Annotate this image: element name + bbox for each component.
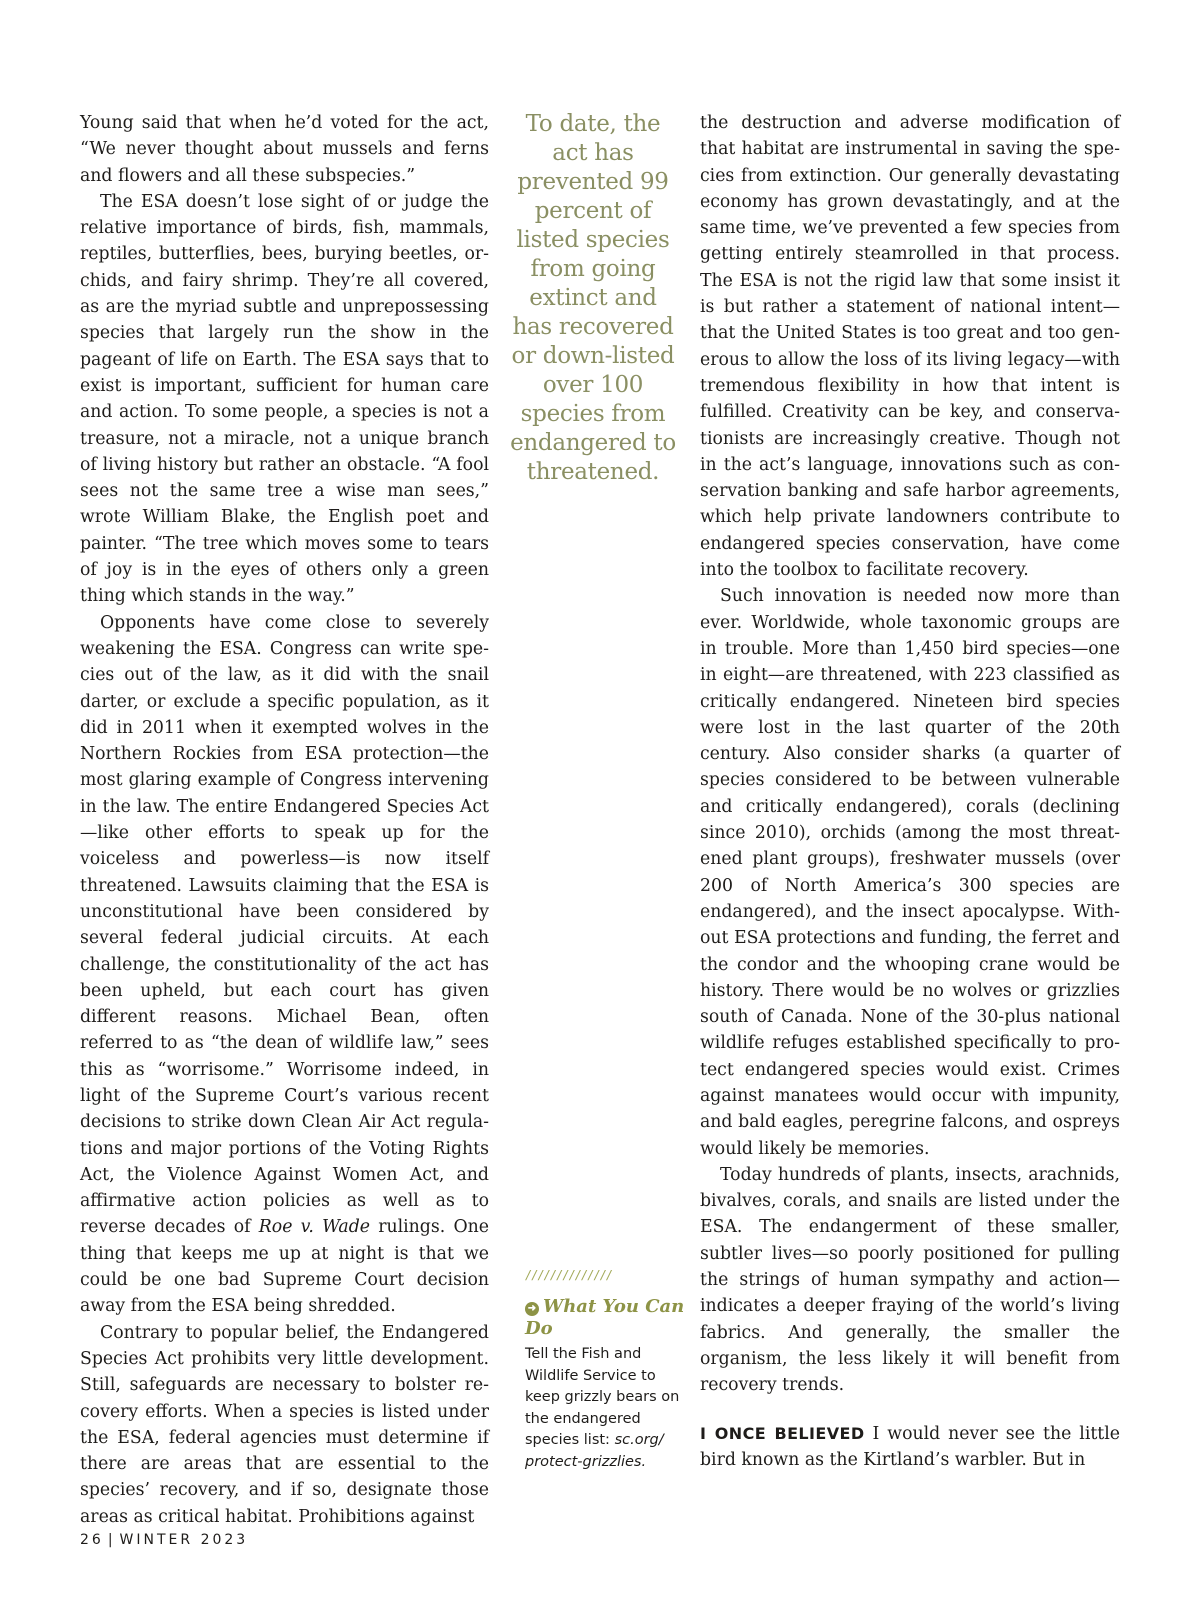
- hatch-divider: //////////////: [525, 1268, 613, 1282]
- body-text: rulings. One thing that keeps me up at night is that we could be one bad Supreme Court decision away from the ESA being shredded.: [80, 1217, 489, 1317]
- body-paragraph: the destruction and adverse modification of that habitat are instrumental in saving the species from extinction. Our generally devastating economy has grown devastatingly, and at the same time, we’ve prevented a few species from getting entirely steamrolled in that process. The ESA is not the rigid law that some insist it is but rather a statement of national intent—that the United States is too great and too generous to allow the loss of its living legacy—with tremendous flexibility in how that intent is fulfilled. Creativity can be key, and conservationists are increasingly creative. Though not in the act’s language, innovations such as conservation banking and safe harbor agreements, which help private landowners contribute to endangered species conservation, have come into the toolbox to facilitate recovery.: [700, 113, 1120, 581]
- sidebar-link[interactable]: sc.org/ protect-grizzlies.: [525, 1432, 664, 1470]
- body-text: Opponents have come close to severely weakening the ESA. Congress can write species out of the law, as it did with the snail darter, or exclude a specific population, as it did in 2011 when it exempted wolves in the Northern Rockies from ESA protection—the most glaring example of Congress intervening in the law. The entire Endangered Species Act—like other efforts to speak up for the voiceless and powerless—is now itself threatened. Lawsuits claiming that the ESA is unconstitutional have been considered by several federal judicial circuits. At each challenge, the constitutionality of the act has been upheld, but each court has given different reasons. Michael Bean, often referred to as “the dean of wildlife law,” sees this as “worrisome.” Worrisome indeed, in light of the Supreme Court’s various recent decisions to strike down Clean Air Act regulations and major portions of the Voting Rights Act, the Violence Against Women Act, and affirmative action policies as well as to reverse decades of: [80, 612, 489, 1238]
- body-paragraph: Contrary to popular belief, the Endangered Species Act prohibits very little development. Still, safeguards are necessary to bolster recovery efforts. When a species is listed under the ESA, federal agencies must determine if there are areas that are essential to the species’ recovery, and if so, designate those areas as critical habitat. Prohibitions against: [80, 1322, 489, 1527]
- body-text: I would never see the little bird known as the Kirtland’s warbler. But in: [700, 1423, 1120, 1470]
- sidebar-heading-text: What You Can Do: [525, 1296, 685, 1339]
- sidebar-text: Tell the Fish and Wildlife Service to keep grizzly bears on the endangered species list:: [525, 1346, 680, 1448]
- body-paragraph: [700, 1421, 1120, 1474]
- left-column: [80, 110, 489, 1530]
- body-paragraph: The ESA doesn’t lose sight of or judge the relative importance of birds, fish, mammals, reptiles, butterflies, bees, burying beetles, orchids, and fairy shrimp. They’re all covered, as are the myriad subtle and unprepossessing species that largely run the show in the pageant of life on Earth. The ESA says that to exist is important, sufficient for human care and action. To some people, a species is not a treasure, not a miracle, not a unique branch of living history but rather an obstacle. “A fool sees not the same tree a wise man sees,” wrote William Blake, the English poet and painter. “The tree which moves some to tears of joy is in the eyes of others only a green thing which stands in the way.”: [80, 191, 489, 607]
- run-in-heading: I ONCE BELIEVED: [700, 1423, 865, 1443]
- case-name: Roe v. Wade: [258, 1217, 370, 1238]
- body-paragraph: Young said that when he’d voted for the act, “We never thought about mussels and ferns and flowers and all these subspecies.”: [80, 113, 489, 186]
- sidebar-heading: [525, 1296, 685, 1340]
- folio-separator: |: [107, 1532, 116, 1548]
- issue-label: WINTER 2023: [119, 1532, 249, 1548]
- page-number: 26: [80, 1532, 104, 1548]
- arrow-circle-icon: ➜: [525, 1302, 539, 1316]
- body-paragraph: Today hundreds of plants, insects, arachnids, bivalves, corals, and snails are listed under the ESA. The endangerment of these smaller, subtler lives—so poorly positioned for pulling the strings of human sympathy and action—indicates a deeper fraying of the world’s living fabrics. And generally, the smaller the organism, the less likely it will benefit from recovery trends.: [700, 1164, 1120, 1396]
- pull-quote: To date, the act has prevented 99 percent of listed species from going extinct and has recovered or down-listed over 100 species from endangered to threatened.: [510, 111, 676, 485]
- folio: [80, 1532, 248, 1548]
- what-you-can-do-sidebar: [525, 1268, 685, 1473]
- sidebar-body: [525, 1344, 685, 1473]
- body-paragraph: [80, 610, 489, 1320]
- body-paragraph: Such innovation is needed now more than ever. Worldwide, whole taxonomic groups are in trouble. More than 1,450 bird species—one in eight—are threatened, with 223 classified as critically endangered. Nineteen bird species were lost in the last quarter of the 20th century. Also consider sharks (a quarter of species considered to be between vulnerable and critically endangered), corals (declining since 2010), orchids (among the most threatened plant groups), freshwater mussels (over 200 of North America’s 300 species are endangered), and the insect apocalypse. Without ESA protections and funding, the ferret and the condor and the whooping crane would be history. There would be no wolves or grizzlies south of Canada. None of the 30-plus national wildlife refuges established specifically to protect endangered species would exist. Crimes against manatees would occur with impunity, and bald eagles, peregrine falcons, and ospreys would likely be memories.: [700, 586, 1120, 1159]
- right-column: [700, 110, 1120, 1473]
